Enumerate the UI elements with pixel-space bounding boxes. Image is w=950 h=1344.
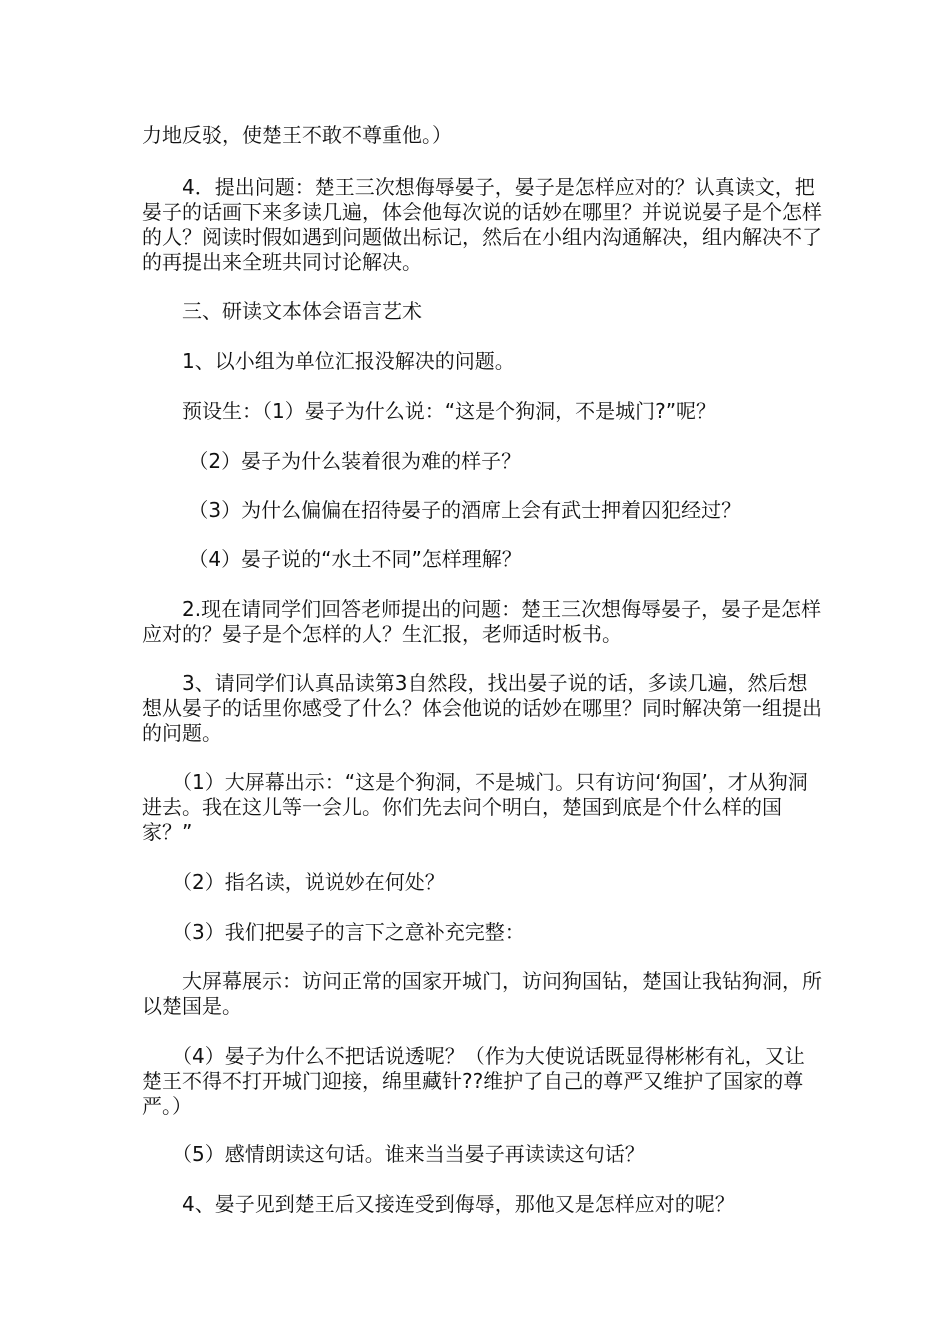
paragraph-step-4: 4、晏子见到楚王后又接连受到侮辱，那他又是怎样应对的呢？ bbox=[142, 1192, 735, 1216]
paragraph-preset-3: （3）为什么偏偏在招待晏子的酒席上会有武士押着囚犯经过？ bbox=[142, 498, 742, 522]
paragraph-preset-2: （2）晏子为什么装着很为难的样子？ bbox=[142, 449, 522, 473]
paragraph-sub-2: （2）指名读，说说妙在何处？ bbox=[142, 870, 445, 894]
paragraph-sub-5: （5）感情朗读这句话。谁来当当晏子再读读这句话？ bbox=[142, 1142, 645, 1166]
paragraph-sub-3: （3）我们把晏子的言下之意补充完整： bbox=[142, 920, 525, 944]
paragraph-screen-display: 大屏幕展示：访问正常的国家开城门，访问狗国钻，楚国让我钻狗洞，所以楚国是。 bbox=[142, 969, 822, 1018]
paragraph-preset-4: （4）晏子说的“水土不同”怎样理解？ bbox=[142, 547, 522, 571]
paragraph-sub-1: （1）大屏幕出示：“这是个狗洞，不是城门。只有访问‘狗国’，才从狗洞进去。我在这儿等一会儿。你们先去问个明白，楚国到底是个什么样的国家？” bbox=[142, 770, 808, 844]
paragraph-step-1: 1、以小组为单位汇报没解决的问题。 bbox=[142, 349, 515, 373]
paragraph-step-2: 2.现在请同学们回答老师提出的问题：楚王三次想侮辱晏子，晏子是怎样应对的？晏子是个怎样的人？生汇报，老师适时板书。 bbox=[142, 597, 822, 646]
paragraph-item-4-question: 4．提出问题：楚王三次想侮辱晏子，晏子是怎样应对的？认真读文，把晏子的话画下来多读几遍，体会他每次说的话妙在哪里？并说说晏子是个怎样的人？阅读时假如遇到问题做出标记，然后在小组内沟通解决，组内解决不了的再提出来全班共同讨论解决。 bbox=[142, 175, 822, 274]
paragraph-step-3: 3、请同学们认真品读第3自然段，找出晏子说的话，多读几遍，然后想想从晏子的话里你感受了什么？体会他说的话妙在哪里？同时解决第一组提出的问题。 bbox=[142, 671, 822, 745]
paragraph-sub-4: （4）晏子为什么不把话说透呢？（作为大使说话既显得彬彬有礼，又让楚王不得不打开城门迎接，绵里藏针??维护了自己的尊严又维护了国家的尊严。） bbox=[142, 1044, 805, 1118]
paragraph-continuation: 力地反驳，使楚王不敢不尊重他。） bbox=[142, 123, 452, 147]
section-heading-3: 三、研读文本体会语言艺术 bbox=[142, 299, 422, 323]
paragraph-preset-1: 预设生：（1）晏子为什么说：“这是个狗洞，不是城门?”呢？ bbox=[142, 399, 717, 423]
